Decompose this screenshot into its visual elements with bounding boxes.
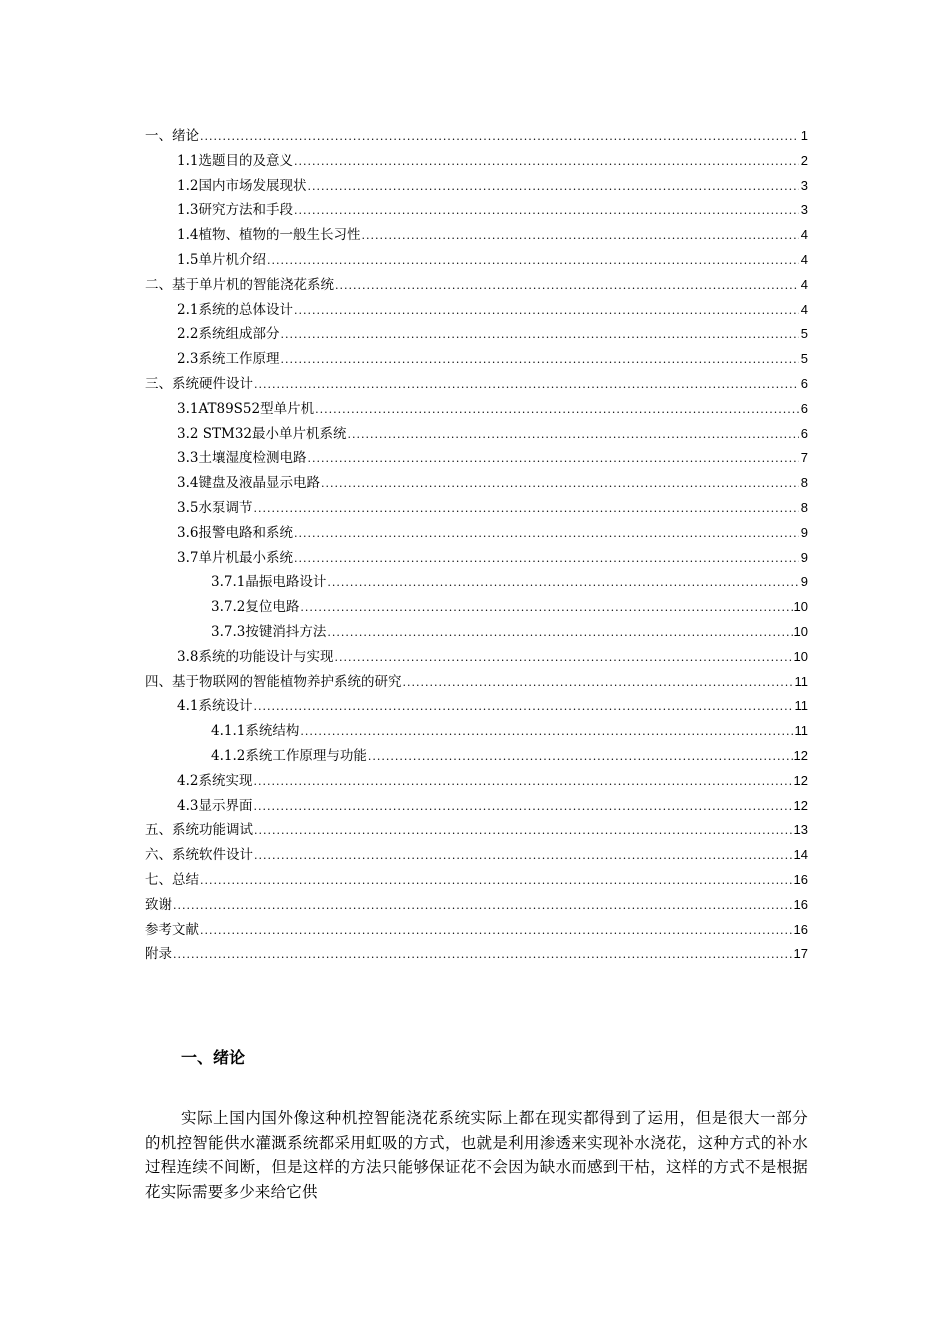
toc-entry[interactable] bbox=[145, 769, 808, 794]
toc-entry[interactable] bbox=[145, 744, 808, 769]
toc-dot-leader bbox=[254, 844, 793, 869]
toc-entry-title: 1.5单片机介绍 bbox=[177, 251, 266, 268]
toc-entry-page-number: 13 bbox=[793, 822, 808, 838]
toc-entry[interactable] bbox=[145, 818, 808, 843]
toc-entry-title: 2.3系统工作原理 bbox=[177, 351, 280, 368]
toc-entry-title: 4.2系统实现 bbox=[177, 772, 253, 789]
toc-dot-leader bbox=[173, 943, 793, 968]
toc-entry-title: 3.5水泵调节 bbox=[177, 499, 253, 516]
toc-entry[interactable] bbox=[145, 868, 808, 893]
toc-entry-page-number: 17 bbox=[793, 946, 808, 962]
toc-entry-page-number: 8 bbox=[800, 475, 808, 491]
toc-entry[interactable] bbox=[145, 620, 808, 645]
toc-entry-title: 二、基于单片机的智能浇花系统 bbox=[145, 276, 334, 293]
toc-dot-leader bbox=[315, 398, 799, 423]
toc-entry-title: 3.1AT89S52型单片机 bbox=[177, 400, 315, 417]
toc-entry-title: 3.7.3按键消抖方法 bbox=[211, 623, 327, 640]
toc-entry-page-number: 10 bbox=[793, 648, 808, 664]
toc-entry-page-number: 16 bbox=[793, 871, 808, 887]
toc-dot-leader bbox=[368, 745, 793, 770]
toc-entry-page-number: 4 bbox=[800, 227, 808, 243]
table-of-contents bbox=[145, 124, 808, 967]
toc-entry[interactable] bbox=[145, 471, 808, 496]
toc-dot-leader bbox=[403, 671, 794, 696]
toc-entry-page-number: 1 bbox=[800, 128, 808, 143]
toc-entry-page-number: 12 bbox=[793, 772, 808, 788]
toc-entry-title: 1.1选题目的及意义 bbox=[177, 152, 293, 169]
toc-entry-page-number: 12 bbox=[793, 747, 808, 763]
toc-entry-title: 4.3显示界面 bbox=[177, 797, 253, 814]
toc-entry[interactable] bbox=[145, 446, 808, 471]
toc-entry-page-number: 5 bbox=[800, 326, 808, 342]
toc-dot-leader bbox=[200, 919, 793, 944]
toc-entry[interactable] bbox=[145, 794, 808, 819]
toc-dot-leader bbox=[254, 373, 799, 398]
section-heading: 一、绪论 bbox=[181, 1048, 246, 1067]
toc-entry-title: 1.4植物、植物的一般生长习性 bbox=[177, 227, 361, 244]
toc-entry-title: 参考文献 bbox=[145, 921, 199, 938]
toc-entry-title: 六、系统软件设计 bbox=[145, 847, 253, 864]
toc-dot-leader bbox=[307, 175, 799, 200]
toc-entry-title: 三、系统硬件设计 bbox=[145, 375, 253, 392]
toc-dot-leader bbox=[280, 323, 799, 348]
toc-entry-page-number: 4 bbox=[800, 276, 808, 292]
toc-entry-page-number: 9 bbox=[800, 574, 808, 590]
toc-entry-title: 2.2系统组成部分 bbox=[177, 326, 280, 343]
toc-entry-title: 五、系统功能调试 bbox=[145, 822, 253, 839]
toc-dot-leader bbox=[307, 447, 799, 472]
toc-entry[interactable] bbox=[145, 223, 808, 248]
toc-entry-title: 4.1.2系统工作原理与功能 bbox=[211, 747, 367, 764]
toc-entry[interactable] bbox=[145, 422, 808, 447]
toc-dot-leader bbox=[200, 869, 793, 894]
toc-entry[interactable] bbox=[145, 521, 808, 546]
toc-dot-leader bbox=[253, 795, 792, 820]
toc-entry[interactable] bbox=[145, 248, 808, 273]
toc-entry[interactable] bbox=[145, 670, 808, 695]
toc-dot-leader bbox=[253, 497, 799, 522]
toc-entry[interactable] bbox=[145, 893, 808, 918]
toc-entry[interactable] bbox=[145, 546, 808, 571]
toc-entry-title: 3.7.2复位电路 bbox=[211, 599, 300, 616]
toc-dot-leader bbox=[334, 646, 792, 671]
toc-dot-leader bbox=[294, 199, 799, 224]
toc-entry-title: 4.1.1系统结构 bbox=[211, 723, 300, 740]
toc-entry[interactable] bbox=[145, 942, 808, 967]
toc-entry-page-number: 3 bbox=[800, 202, 808, 218]
toc-dot-leader bbox=[253, 770, 792, 795]
toc-entry[interactable] bbox=[145, 645, 808, 670]
toc-entry[interactable] bbox=[145, 273, 808, 298]
toc-entry[interactable] bbox=[145, 719, 808, 744]
toc-dot-leader bbox=[254, 819, 793, 844]
toc-entry-page-number: 9 bbox=[800, 549, 808, 565]
toc-entry-page-number: 6 bbox=[800, 425, 808, 441]
toc-dot-leader bbox=[294, 150, 799, 175]
toc-dot-leader bbox=[327, 571, 799, 596]
toc-entry-title: 四、基于物联网的智能植物养护系统的研究 bbox=[145, 673, 402, 690]
toc-dot-leader bbox=[267, 249, 799, 274]
toc-entry[interactable] bbox=[145, 570, 808, 595]
toc-dot-leader bbox=[335, 274, 799, 299]
toc-dot-leader bbox=[348, 423, 799, 448]
toc-entry-page-number: 11 bbox=[794, 698, 808, 714]
toc-entry-title: 2.1系统的总体设计 bbox=[177, 301, 293, 318]
toc-entry-page-number: 16 bbox=[793, 896, 808, 912]
toc-entry-page-number: 7 bbox=[800, 450, 808, 466]
toc-entry-page-number: 10 bbox=[793, 623, 808, 639]
toc-entry-page-number: 11 bbox=[794, 673, 808, 689]
toc-entry[interactable] bbox=[145, 595, 808, 620]
toc-dot-leader bbox=[327, 621, 792, 646]
toc-dot-leader bbox=[200, 125, 799, 150]
toc-entry-page-number: 4 bbox=[800, 251, 808, 267]
toc-entry-page-number: 11 bbox=[794, 723, 808, 739]
toc-entry[interactable] bbox=[145, 843, 808, 868]
toc-entry-title: 3.8系统的功能设计与实现 bbox=[177, 648, 334, 665]
toc-entry[interactable] bbox=[145, 322, 808, 347]
toc-entry-page-number: 14 bbox=[793, 847, 808, 863]
toc-entry-title: 一、绪论 bbox=[145, 128, 199, 144]
toc-dot-leader bbox=[321, 472, 799, 497]
toc-entry[interactable] bbox=[145, 149, 808, 174]
toc-entry-page-number: 12 bbox=[793, 797, 808, 813]
toc-entry[interactable] bbox=[145, 198, 808, 223]
toc-entry-page-number: 9 bbox=[800, 524, 808, 540]
toc-entry-title: 七、总结 bbox=[145, 871, 199, 888]
toc-entry[interactable] bbox=[145, 397, 808, 422]
toc-entry-title: 3.4键盘及液晶显示电路 bbox=[177, 475, 320, 492]
toc-entry-page-number: 3 bbox=[800, 177, 808, 193]
toc-entry[interactable] bbox=[145, 298, 808, 323]
toc-entry-title: 致谢 bbox=[145, 896, 172, 913]
toc-dot-leader bbox=[300, 720, 793, 745]
toc-entry-title: 3.3土壤湿度检测电路 bbox=[177, 450, 307, 467]
toc-dot-leader bbox=[294, 547, 799, 572]
toc-entry-title: 3.7单片机最小系统 bbox=[177, 549, 293, 566]
body-paragraph: 实际上国内国外像这种机控智能浇花系统实际上都在现实都得到了运用，但是很大一部分的机控智能供水灌溉系统都采用虹吸的方式，也就是利用渗透来实现补水浇花，这种方式的补水过程连续不间断，但是这样的方法只能够保证花不会因为缺水而感到干枯，这样的方式不是根据花实际需要多少来给它供 bbox=[145, 1109, 808, 1201]
toc-entry[interactable] bbox=[145, 174, 808, 199]
toc-dot-leader bbox=[361, 224, 799, 249]
toc-entry[interactable] bbox=[145, 496, 808, 521]
toc-entry-title: 3.2 STM32最小单片机系统 bbox=[177, 425, 347, 442]
toc-dot-leader bbox=[294, 522, 799, 547]
toc-entry-page-number: 16 bbox=[793, 921, 808, 937]
toc-entry-page-number: 6 bbox=[800, 375, 808, 391]
toc-entry-page-number: 8 bbox=[800, 499, 808, 515]
toc-entry-title: 3.6报警电路和系统 bbox=[177, 524, 293, 541]
toc-dot-leader bbox=[294, 299, 799, 324]
toc-entry[interactable] bbox=[145, 372, 808, 397]
toc-entry-title: 4.1系统设计 bbox=[177, 698, 253, 715]
toc-entry-title: 附录 bbox=[145, 946, 172, 963]
toc-entry-page-number: 4 bbox=[800, 301, 808, 317]
toc-entry-page-number: 5 bbox=[800, 351, 808, 367]
toc-dot-leader bbox=[253, 695, 793, 720]
toc-entry[interactable] bbox=[145, 124, 808, 149]
toc-dot-leader bbox=[173, 894, 793, 919]
toc-entry-title: 1.3研究方法和手段 bbox=[177, 202, 293, 219]
toc-entry-page-number: 10 bbox=[793, 599, 808, 615]
toc-entry-title: 1.2国内市场发展现状 bbox=[177, 177, 307, 194]
toc-dot-leader bbox=[280, 348, 799, 373]
toc-entry[interactable] bbox=[145, 347, 808, 372]
toc-entry[interactable] bbox=[145, 918, 808, 943]
toc-dot-leader bbox=[300, 596, 792, 621]
toc-entry-page-number: 6 bbox=[800, 400, 808, 416]
toc-entry[interactable] bbox=[145, 694, 808, 719]
toc-entry-title: 3.7.1晶振电路设计 bbox=[211, 574, 327, 591]
toc-entry-page-number: 2 bbox=[800, 152, 808, 168]
